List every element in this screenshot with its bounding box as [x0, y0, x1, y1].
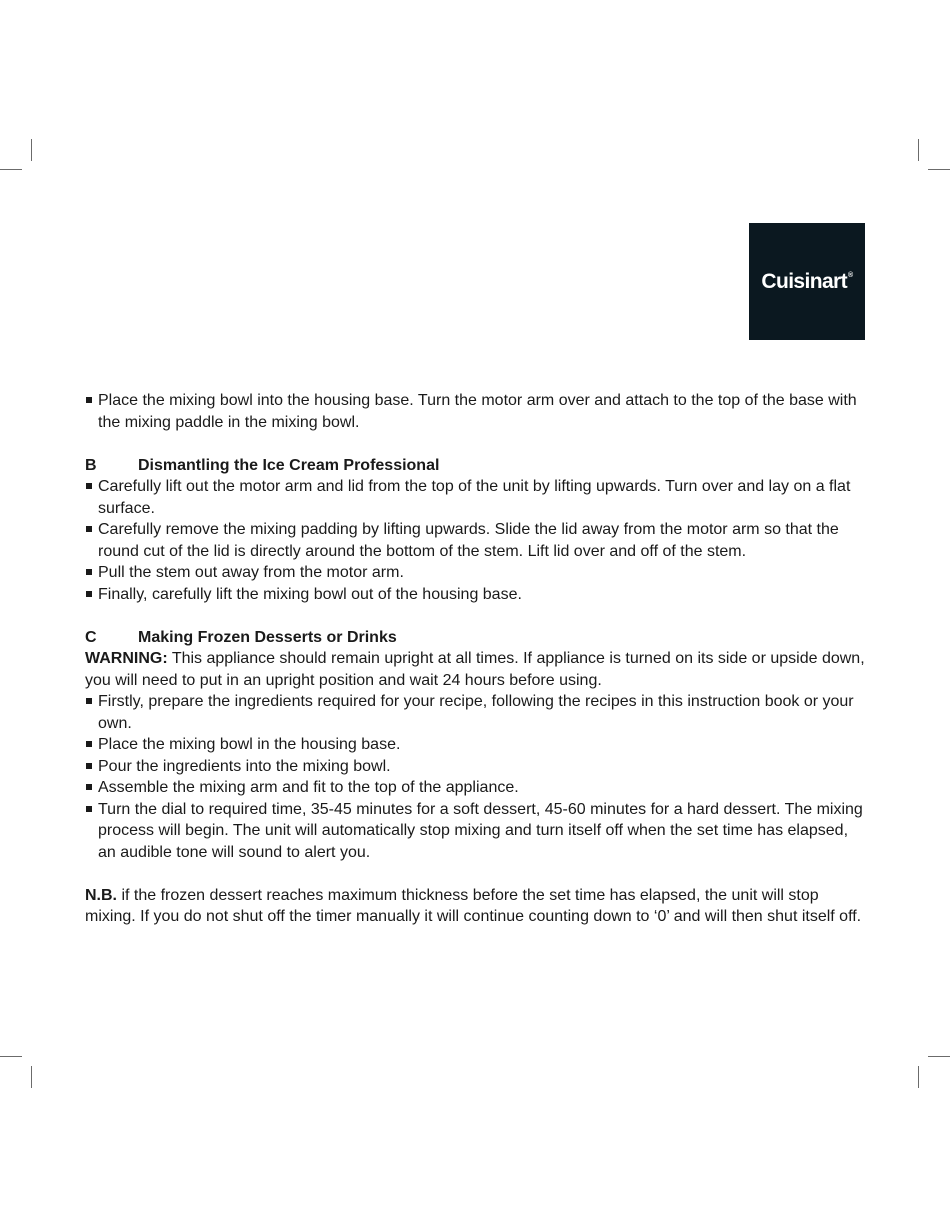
warning-paragraph [85, 648, 870, 691]
crop-mark-bottom-left-h [0, 1056, 22, 1057]
section-c-title: Making Frozen Desserts or Drinks [138, 628, 397, 646]
cuisinart-logo [749, 223, 865, 340]
note-paragraph [85, 885, 870, 928]
list-item: Carefully remove the mixing padding by lifting upwards. Slide the lid away from the motor arm so that the round cut of the lid is directly around the bottom of the stem. Lift lid over and off of the stem. [85, 519, 870, 562]
list-item: Pull the stem out away from the motor arm. [85, 562, 870, 584]
section-c-letter: C [85, 628, 97, 646]
section-c-heading [85, 627, 870, 649]
crop-mark-top-right-h [928, 169, 950, 170]
section-b-letter: B [85, 456, 97, 474]
list-item: Finally, carefully lift the mixing bowl out of the housing base. [85, 584, 870, 606]
registered-mark: ® [848, 271, 853, 279]
note-label: N.B. [85, 886, 117, 904]
crop-mark-top-right-v [918, 139, 919, 161]
list-item: Pour the ingredients into the mixing bowl. [85, 756, 870, 778]
crop-mark-top-left-v [31, 139, 32, 161]
warning-label: WARNING: [85, 650, 168, 667]
crop-mark-bottom-right-v [918, 1066, 919, 1088]
note-text: if the frozen dessert reaches maximum thickness before the set time has elapsed, the unit will stop mixing. If you do not shut off the timer manually it will continue counting down to ‘0’ and will then shut itself off. [85, 886, 862, 925]
section-b-heading [85, 455, 870, 477]
list-item: Place the mixing bowl in the housing base. [85, 734, 870, 756]
crop-mark-top-left-h [0, 169, 22, 170]
crop-mark-bottom-right-h [928, 1056, 950, 1057]
list-item: Firstly, prepare the ingredients required for your recipe, following the recipes in this instruction book or your own. [85, 691, 870, 734]
list-item: Place the mixing bowl into the housing base. Turn the motor arm over and attach to the top of the base with the mixing paddle in the mixing bowl. [85, 390, 870, 433]
section-b-title: Dismantling the Ice Cream Professional [138, 456, 440, 474]
list-item: Turn the dial to required time, 35-45 minutes for a soft dessert, 45-60 minutes for a hard dessert. The mixing process will begin. The unit will automatically stop mixing and turn itself off when the set time has elapsed, an audible tone will sound to alert you. [85, 799, 870, 864]
instructions-body [85, 390, 870, 928]
logo-text: Cuisinart® [761, 269, 853, 293]
list-item: Assemble the mixing arm and fit to the top of the appliance. [85, 777, 870, 799]
warning-text: This appliance should remain upright at all times. If appliance is turned on its side or upside down, you will need to put in an upright position and wait 24 hours before using. [85, 650, 865, 689]
list-item: Carefully lift out the motor arm and lid from the top of the unit by lifting upwards. Turn over and lay on a flat surface. [85, 476, 870, 519]
crop-mark-bottom-left-v [31, 1066, 32, 1088]
